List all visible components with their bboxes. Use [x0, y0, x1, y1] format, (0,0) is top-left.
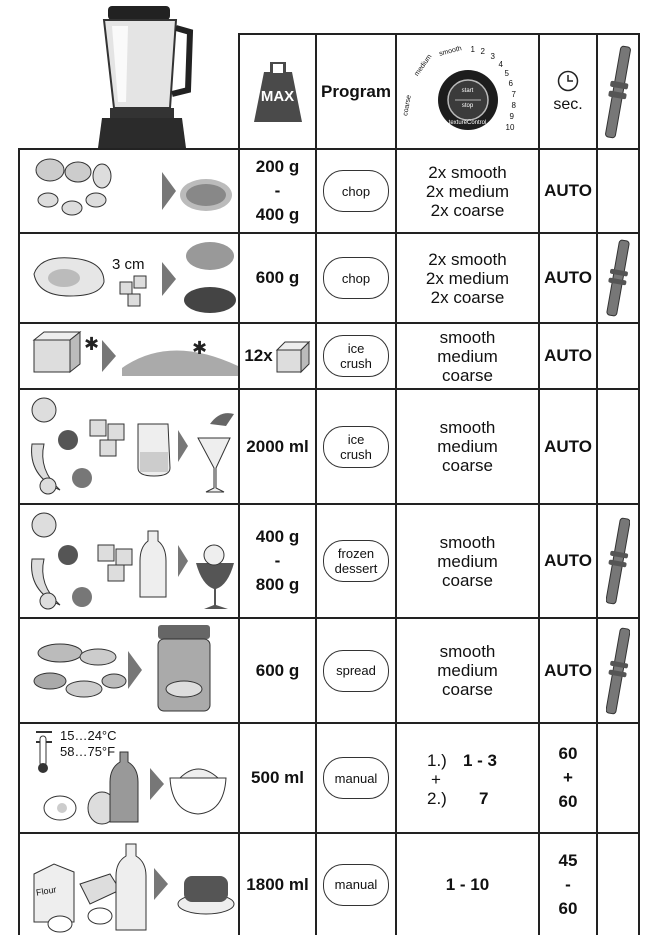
- dial-number: 8: [511, 100, 516, 110]
- max-label: MAX: [260, 87, 295, 105]
- program-cell: [317, 724, 395, 832]
- step1-label: 1.): [427, 751, 447, 770]
- program-line: ice: [347, 431, 365, 447]
- tamper-icon: [598, 619, 638, 722]
- program-line: ice: [347, 341, 365, 356]
- speed-line: 2x medium: [425, 181, 510, 201]
- time-line: 60: [558, 744, 578, 763]
- step2-speed: 7: [479, 789, 489, 808]
- program-ice-crush-button: [323, 426, 389, 468]
- time-cell: AUTO: [544, 551, 592, 570]
- step2-label: 2.): [427, 789, 447, 808]
- time-line: 60: [558, 792, 578, 811]
- dial-number: 9: [509, 111, 514, 121]
- program-header: Program: [321, 81, 391, 101]
- time-cell: AUTO: [544, 660, 592, 680]
- quantity-cell: [240, 505, 315, 617]
- row-4-illustration: [20, 390, 238, 503]
- dial-brand: textureControl: [448, 119, 487, 126]
- time-cell: AUTO: [544, 268, 592, 287]
- speed-line: smooth: [439, 532, 496, 552]
- temp-fahrenheit: 58…75°F: [60, 744, 116, 759]
- row-1-illustration: [20, 150, 238, 232]
- speed-cell: [397, 505, 538, 617]
- program-cell: [317, 150, 395, 232]
- speed-line: 2x smooth: [428, 162, 507, 182]
- dial-medium: medium: [412, 52, 433, 78]
- row-2-illustration: [20, 234, 238, 322]
- grid-line: [638, 33, 640, 935]
- time-cell: [540, 834, 596, 935]
- speed-line: 2x medium: [425, 268, 510, 288]
- program-chop-button: chop: [323, 170, 389, 212]
- quantity-cell: [240, 234, 315, 322]
- speed-cell: [397, 619, 538, 722]
- time-cell: AUTO: [544, 181, 592, 200]
- dial-number: 4: [498, 59, 503, 69]
- program-cell: [317, 234, 395, 322]
- qty-line: 1800 ml: [246, 874, 309, 894]
- clock-icon: [557, 70, 579, 92]
- speed-line: smooth: [439, 327, 496, 347]
- speed-cell: [397, 150, 538, 232]
- svg-text:✱: ✱: [84, 334, 100, 355]
- row-8-illustration: [20, 834, 238, 935]
- program-line: crush: [340, 446, 372, 462]
- dial-number: 6: [508, 78, 513, 88]
- qty-line: 800 g: [255, 575, 300, 594]
- dial-number: 5: [504, 68, 509, 78]
- quantity-cell: [240, 390, 315, 503]
- qty-line: -: [274, 551, 281, 570]
- program-cell: [317, 390, 395, 503]
- quantity-cell: [240, 150, 315, 232]
- speed-cell: [397, 324, 538, 388]
- dial-coarse: coarse: [401, 94, 413, 116]
- tamper-icon: [598, 234, 638, 322]
- program-cell: [317, 505, 395, 617]
- tamper-icon: [598, 35, 638, 148]
- speed-line: coarse: [441, 680, 494, 699]
- manual-steps: [397, 724, 538, 832]
- time-cell: AUTO: [544, 436, 592, 456]
- speed-line: smooth: [439, 642, 496, 661]
- program-frozen-dessert-button: [323, 540, 389, 582]
- qty-line: 400 g: [255, 205, 300, 224]
- temp-celsius: 15…24°C: [60, 728, 117, 743]
- time-line: +: [563, 768, 573, 787]
- qty-line: 400 g: [255, 527, 300, 546]
- quantity-cell: [240, 724, 315, 832]
- quantity-cell: [240, 619, 315, 722]
- qty-line: 600 g: [255, 660, 300, 680]
- row-7-illustration: [20, 724, 238, 832]
- speed-line: 2x coarse: [430, 200, 505, 220]
- program-chop-button: chop: [323, 257, 389, 299]
- program-line: dessert: [334, 561, 378, 576]
- dial-start: start: [461, 87, 474, 94]
- dial-number: 7: [511, 89, 516, 99]
- program-manual-button: manual: [323, 864, 389, 906]
- qty-line: 500 ml: [251, 768, 304, 787]
- texture-control-dial: [397, 35, 538, 148]
- dial-smooth: smooth: [437, 44, 462, 58]
- dial-number: 2: [480, 46, 485, 56]
- qty-line: -: [274, 181, 281, 200]
- time-line: 60: [558, 898, 578, 918]
- speed-cell: 1 - 10: [445, 874, 490, 894]
- program-cell: [317, 324, 395, 388]
- time-line: -: [565, 874, 571, 894]
- tamper-icon: [598, 505, 638, 617]
- step1-speed: 1 - 3: [463, 751, 498, 770]
- speed-line: coarse: [441, 365, 494, 385]
- program-spread-button: spread: [323, 650, 389, 692]
- speed-line: smooth: [439, 418, 496, 437]
- speed-line: medium: [437, 661, 498, 680]
- quantity-cell: [240, 324, 315, 388]
- speed-line: coarse: [441, 570, 494, 590]
- row-5-illustration: [20, 505, 238, 617]
- dial-number: 3: [490, 51, 495, 61]
- row-3-illustration: [20, 324, 238, 388]
- step-plus: +: [431, 770, 441, 789]
- program-line: crush: [340, 356, 372, 371]
- size-label: 3 cm: [112, 256, 145, 273]
- time-cell: AUTO: [544, 346, 592, 365]
- speed-cell: [397, 234, 538, 322]
- program-manual-button: manual: [323, 757, 389, 799]
- dial-number: 10: [505, 122, 515, 132]
- blender-illustration: [88, 4, 198, 148]
- max-weight-icon: [240, 35, 315, 148]
- speed-line: medium: [437, 551, 498, 571]
- grid-line: [596, 33, 598, 935]
- program-cell: [317, 619, 395, 722]
- speed-line: 2x coarse: [430, 287, 505, 307]
- time-cell: [540, 724, 596, 832]
- speed-line: coarse: [441, 456, 494, 475]
- qty-line: 12x: [244, 346, 273, 365]
- dial-stop: stop: [461, 102, 474, 109]
- flour-label: Flour: [35, 884, 58, 898]
- svg-text:✱: ✱: [192, 338, 208, 359]
- speed-line: medium: [437, 437, 498, 456]
- quantity-cell: [240, 834, 315, 935]
- time-header: [540, 35, 596, 148]
- row-6-illustration: [20, 619, 238, 722]
- program-line: frozen: [337, 546, 375, 561]
- qty-line: 600 g: [255, 268, 300, 287]
- speed-line: 2x smooth: [428, 249, 507, 269]
- program-ice-crush-button: [323, 335, 389, 377]
- time-unit-label: sec.: [553, 95, 583, 113]
- dial-number: 1: [470, 44, 475, 54]
- time-line: 45: [558, 850, 578, 870]
- speed-cell: [397, 390, 538, 503]
- speed-line: medium: [437, 346, 498, 366]
- program-cell: [317, 834, 395, 935]
- ice-cube-icon: [275, 336, 311, 376]
- qty-line: 2000 ml: [246, 436, 309, 456]
- qty-line: 200 g: [255, 157, 300, 176]
